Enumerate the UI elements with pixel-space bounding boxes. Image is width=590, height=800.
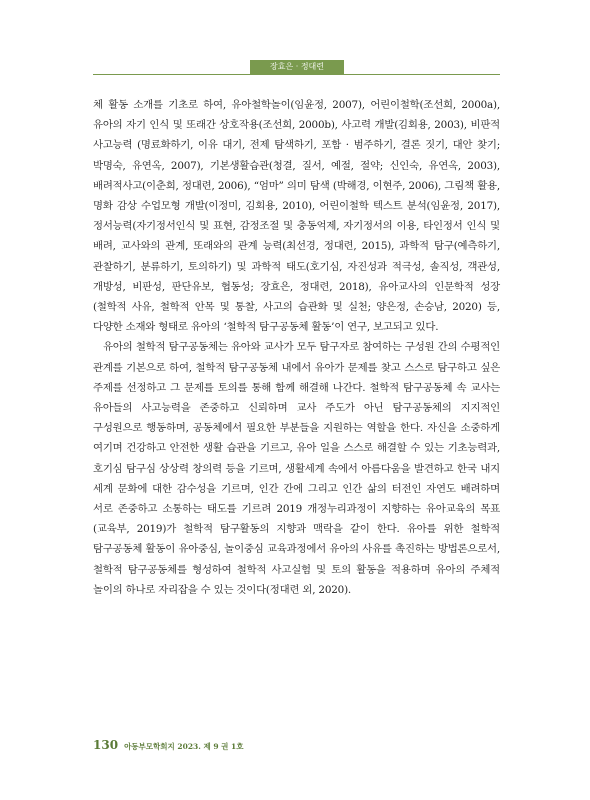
journal-citation: 아동부모학회지 2023. 제 9 권 1호	[124, 742, 244, 751]
main-body-text	[93, 95, 500, 600]
body-paragraph-2: 유아의 철학적 탐구공동체는 유아와 교사가 모두 탐구자로 참여하는 구성원 간의 수평적인 관계를 기본으로 하여, 철학적 탐구공동체 내에서 유아가 문제를 찾고 스스로 탐구하고 싶은 주제를 선정하고 그 문제를 토의를 통해 함께 해결해 나간다. 철학적 탐구공동체 속 교사는 유아들의 사고능력을 존중하고 신뢰하며 교사 주도가 아닌 탐구공동체의 지지적인 구성원으로 행동하며, 공동체에서 필요한 부분들을 지원하는 역할을 한다. 자신을 소중하게 여기며 건강하고 안전한 생활 습관을 기르고, 유아 일을 스스로 해결할 수 있는 기초능력과, 호기심 탐구심 상상력 창의력 등을 기르며, 생활세계 속에서 아름다움을 발견하고 한국 내지 세계 문화에 대한 감수성을 기르며, 인간 간에 그리고 인간 삶의 터전인 자연도 배려하며 서로 존중하고 소통하는 태도를 기르려 2019 개정누리과정이 지향하는 유아교육의 목표(교육부, 2019)가 철학적 탐구활동의 지향과 맥락을 같이 한다. 유아를 위한 철학적 탐구공동체 활동이 유아중심, 놀이중심 교육과정에서 유아의 사유를 촉진하는 방법론으로서, 철학적 탐구공동체를 형성하여 철학적 사고실험 및 토의 활동을 적용하며 유아의 주체적 놀이의 하나로 자리잡을 수 있는 것이다(정대련 외, 2020).	[93, 341, 500, 596]
header-divider	[93, 74, 500, 75]
body-paragraph-1: 체 활동 소개를 기초로 하여, 유아철학놀이(임윤정, 2007), 어린이철학(조선희, 2000a), 유아의 자기 인식 및 또래간 상호작용(조선희, 2000b), 사고력 개발(김회용, 2003), 비판적 사고능력 (명료화하기, 이유 대기, 전제 탐색하기, 포함 · 범주하기, 결론 짓기, 대안 찾기; 박명숙, 유연옥, 2007), 기본생활습관(청결, 질서, 예절, 절약; 신인숙, 유연옥, 2003), 배려적사고(이춘희, 정대련, 2006), “엄마” 의미 탐색 (박해경, 이현주, 2006), 그림책 활용, 명화 감상 수업모형 개발(이정미, 김회용, 2010), 어린이철학 텍스트 분석(임윤정, 2017), 정서능력(자기정서인식 및 표현, 감정조절 및 충동억제, 자기정서의 이용, 타인정서 인식 및 배려, 교사와의 관계, 또래와의 관계 능력(최선경, 정대련, 2015), 과학적 탐구(예측하기, 관찰하기, 분류하기, 토의하기) 및 과학적 태도(호기심, 자진성과 적극성, 솔직성, 객관성, 개방성, 비판성, 판단유보, 협동성; 장효은, 정대련, 2018), 유아교사의 인문학적 성장 (철학적 사유, 철학적 안목 및 통찰, 사고의 습관화 및 실천; 양은정, 손승남, 2020) 등, 다양한 소재와 형태로 유아의 ‘철학적 탐구공동체 활동’이 연구, 보고되고 있다.	[93, 99, 500, 334]
page-footer	[93, 738, 244, 752]
running-header-authors: 장효은 · 정대련	[250, 60, 344, 74]
page-number: 130	[93, 738, 119, 752]
